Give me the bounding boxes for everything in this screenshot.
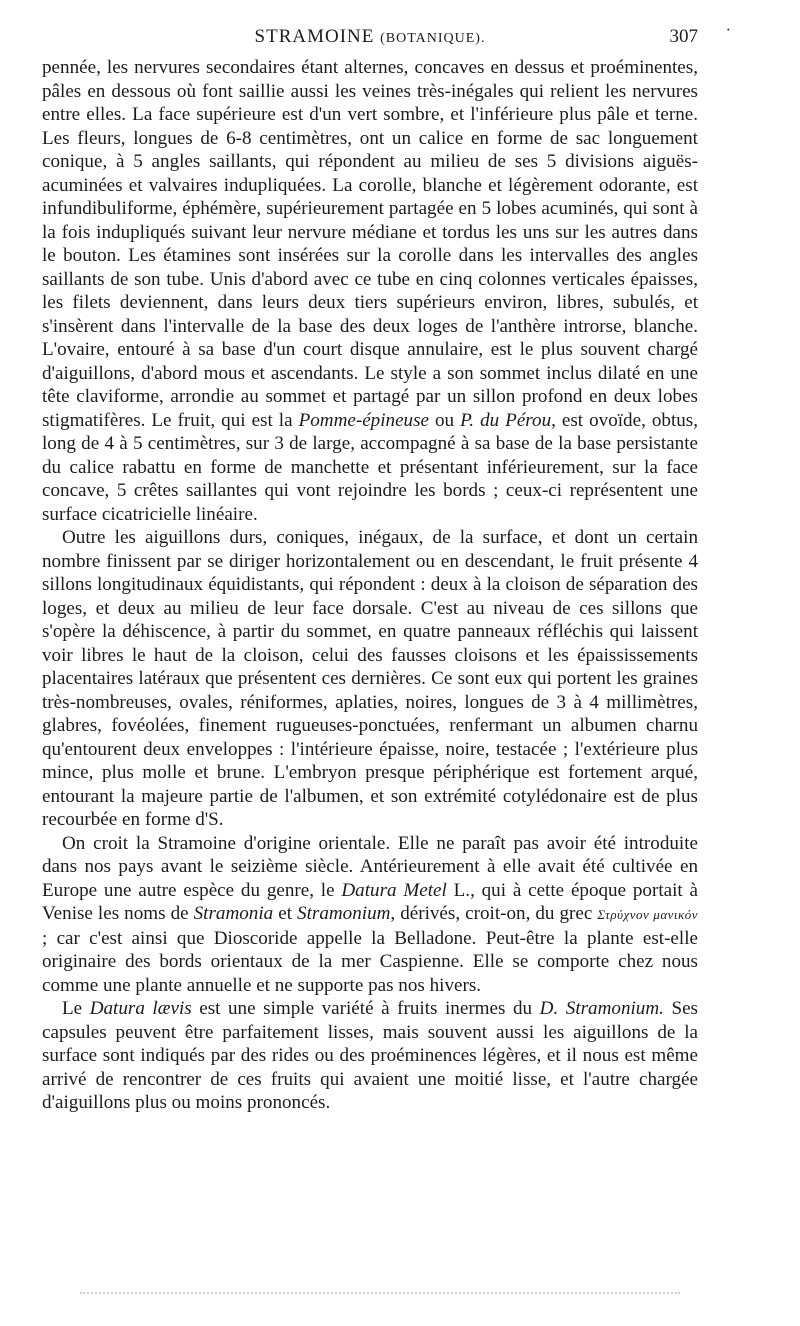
- text-run: L., qui à cette époque portait à Venise les noms de: [42, 879, 698, 924]
- italic-term: Stramonia: [193, 903, 274, 924]
- italic-term: D. Stramonium.: [539, 998, 664, 1019]
- header-title: STRAMOINE: [254, 26, 375, 47]
- text-run: et: [273, 903, 298, 924]
- italic-term: Datura lævis: [89, 998, 192, 1019]
- header-subtitle: (BOTANIQUE).: [380, 31, 486, 46]
- text-run: Outre les aiguillons durs, coniques, inégaux, de la surface, et dont un certain nombre finissent par se diriger horizontalement ou en descendant, le fruit présente 4 sillons longitudinaux équidistants, qui répondent : deux à la cloison de séparation des loges, et deux au milieu de leur face dorsale. C'est au niveau de ces sillons que s'opère la déhiscence, à partir du sommet, en quatre panneaux réfléchis qui laissent voir libres le haut de la cloison, celui des fausses cloisons et les épaississements placentaires latéraux que présentent ces dernières. Ce sont eux qui portent les graines très-nombreuses, ovales, réniformes, aplaties, noires, longues de 3 à 4 millimètres, glabres, fovéolées, finement rugueuses-ponctuées, renfermant un albumen charnu qu'entourent deux enveloppes : l'intérieure épaisse, noire, testacée ; l'extérieure plus mince, plus molle et brune. L'embryon presque périphérique est fortement arqué, entourant la majeure partie de l'albumen, et son extrémité cotylédonaire est de plus recourbée en forme d'S.: [42, 527, 698, 830]
- text-run: ; car c'est ainsi que Dioscoride appelle la Belladone. Peut-être la plante est-elle originaire des bords orientaux de la mer Caspienne. Elle se comporte chez nous comme une plante annuelle et ne supporte pas nos hivers.: [42, 927, 698, 996]
- running-title: [255, 26, 486, 48]
- text-run: pennée, les nervures secondaires étant alternes, concaves en dessus et proéminentes, pâles en dessous où font saillie aussi les veines très-inégales qui relient les nervures entre elles. La face supérieure est d'un vert sombre, et l'inférieure plus pâle et terne. Les fleurs, longues de 6-8 centimètres, ont un calice en forme de sac longuement conique, à 5 angles saillants, qui répondent au milieu de ses 5 divisions aiguës-acuminées et valvaires indupliquées. La corolle, blanche et légèrement odorante, est infundibuliforme, éphémère, supérieurement partagée en 5 lobes acuminés, qui sont à la fois indupliqués suivant leur nervure médiane et tordus les uns sur les autres dans le bouton. Les étamines sont insérées sur la corolle dans les intervalles des angles saillants de son tube. Unis d'abord avec ce tube en cinq colonnes verticales épaisses, les filets deviennent, dans leurs deux tiers supérieurs environ, libres, subulés, et s'insèrent dans l'intervalle de la base des deux loges de l'anthère introrse, blanche. L'ovaire, entouré à sa base d'un court disque annulaire, est le plus souvent chargé d'aiguillons, d'abord mous et ascendants. Le style a son sommet inclus dilaté en une tête claviforme, arrondie au sommet et partagé par un sillon profond en deux lobes stigmatifères. Le fruit, qui est la: [42, 57, 698, 431]
- text-run: , dérivés, croit-on, du grec: [390, 903, 598, 924]
- paragraph: [42, 526, 698, 832]
- running-header: [42, 22, 732, 56]
- greek-term: Στρύχνον μανικόν: [597, 907, 699, 922]
- text-run: , est ovoïde, obtus, long de 4 à 5 centimètres, sur 3 de large, accompagné à sa base de la base persistante du calice rabattu en forme de manchette et présentant inférieurement, sur la face concave, 5 crêtes saillantes qui vont rejoindre les bords ; ceux-ci représentent une surface cicatricielle linéaire.: [42, 409, 698, 525]
- paragraph: [42, 832, 698, 998]
- italic-term: Pomme-épineuse: [298, 409, 429, 431]
- paragraph: [42, 997, 698, 1115]
- text-run: On croit la Stramoine d'origine orientale. Elle ne paraît pas avoir été introduite dans nos pays avant le seizième siècle. Antérieurement à elle avait été cultivée en Europe une autre espèce du genre, le: [42, 832, 698, 901]
- corner-mark: ·: [725, 22, 732, 39]
- bleed-through-line: [80, 1292, 680, 1296]
- text-run: ou: [429, 409, 461, 431]
- text-run: est une simple variété à fruits inermes du: [191, 998, 540, 1019]
- book-page: [42, 22, 732, 1306]
- body-text: [42, 56, 698, 1115]
- text-run: Le: [62, 998, 90, 1019]
- paragraph: [42, 56, 698, 526]
- page-number: 307: [669, 26, 698, 47]
- italic-term: P. du Pérou: [460, 409, 552, 431]
- italic-term: Stramonium: [297, 903, 391, 924]
- italic-term: Datura Metel: [341, 879, 447, 901]
- text-run: Ses capsules peuvent être parfaitement lisses, mais souvent aussi les aiguillons de la surface sont indiqués par des rides ou des proéminences légères, et il nous est même arrivé de rencontrer de ces fruits qui avaient une moitié lisse, et l'autre chargée d'aiguillons plus ou moins prononcés.: [42, 998, 698, 1113]
